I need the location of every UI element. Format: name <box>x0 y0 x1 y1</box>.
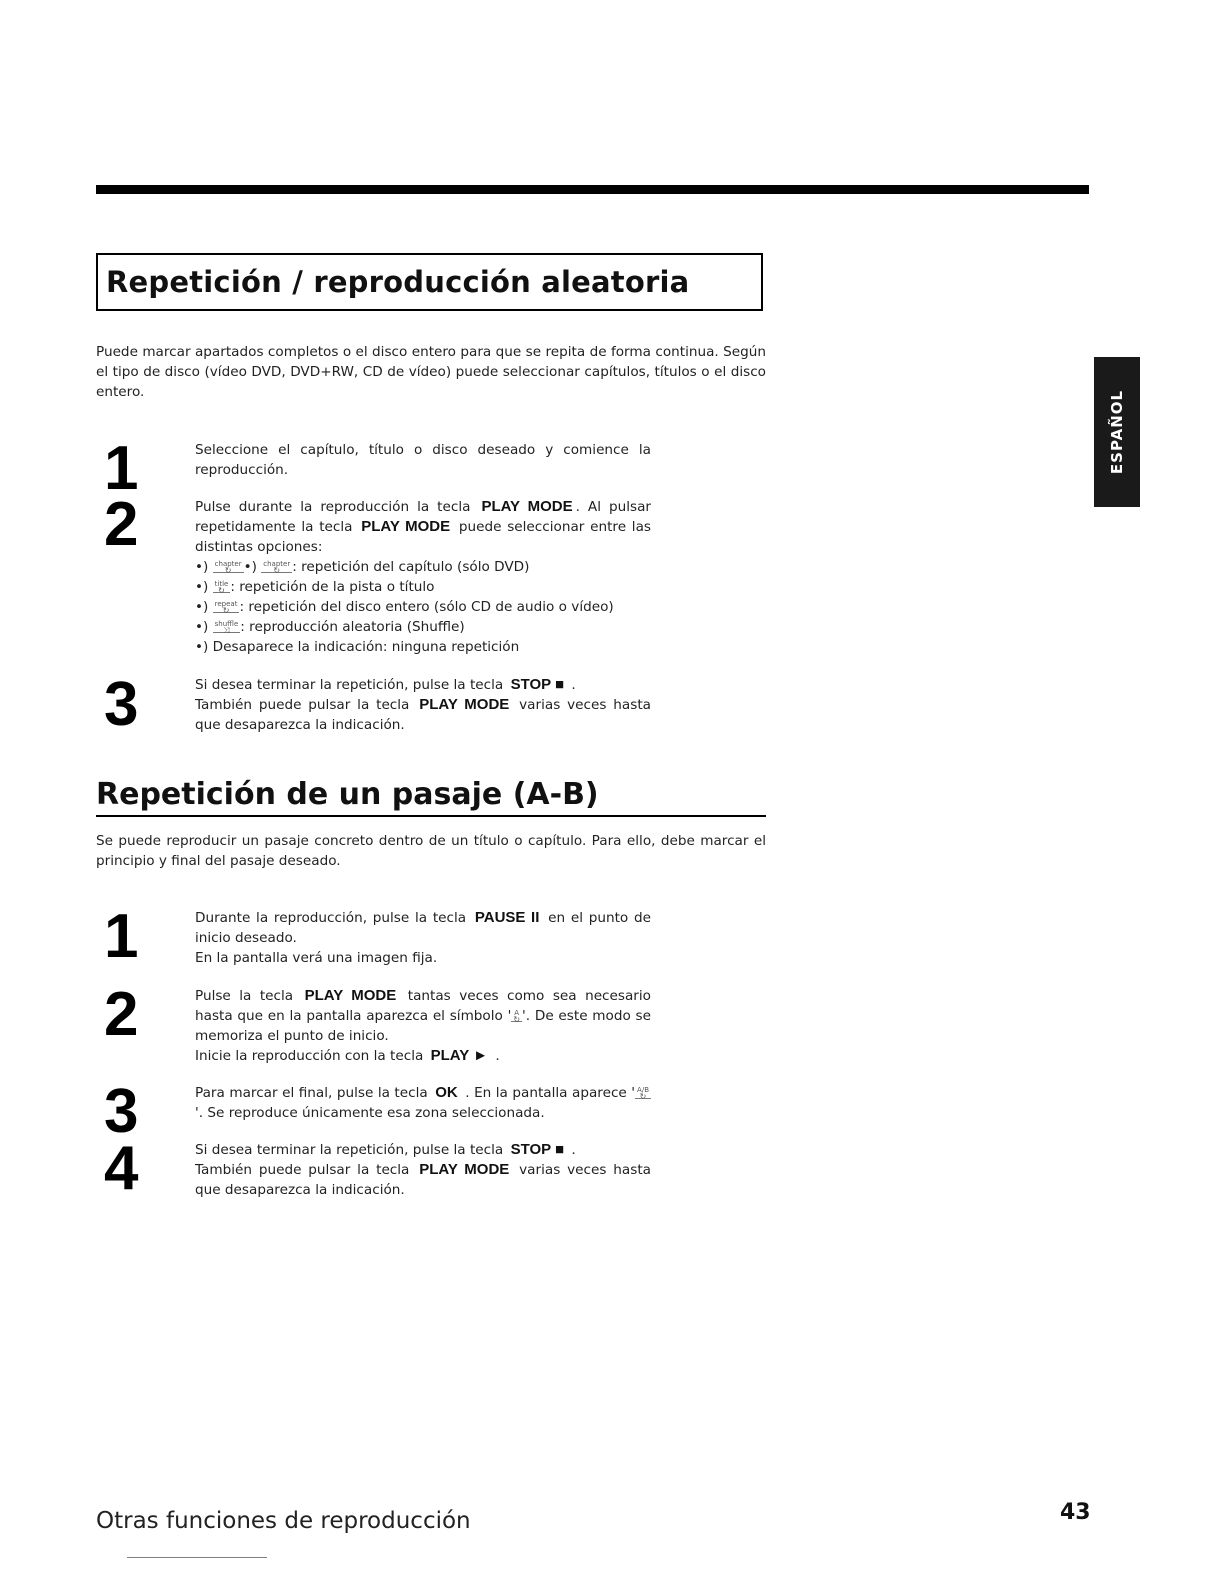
step-description: Seleccione el capítulo, título o disco deseado y comience la reproducción. <box>195 442 651 478</box>
option-bullet: •) <box>243 559 257 575</box>
option-bullet: •) <box>195 559 209 575</box>
shuffle-icon: shuffle ⤨ <box>214 620 239 635</box>
repeat-ab-icon: A/B ↻ <box>637 1086 649 1101</box>
section-title: Repetición de un pasaje (A-B) <box>96 777 599 812</box>
footer-underline <box>127 1557 267 1558</box>
footer-section-name: Otras funciones de reproducción <box>96 1508 471 1534</box>
step-text <box>195 1140 651 1200</box>
step-text-segment: . <box>495 1048 500 1064</box>
step-text-segment: . Se reproduce únicamente esa zona seleccionada. <box>198 1105 545 1121</box>
option-description: : reproducción aleatoria (Shuffle) <box>240 619 465 635</box>
option-item <box>195 557 651 577</box>
step-number: 1 <box>104 434 139 503</box>
step-text-segment: Inicie la reproducción con la tecla <box>195 1048 424 1064</box>
section-title-box <box>96 253 763 311</box>
step-text-segment: en el punto de inicio deseado. <box>195 910 651 946</box>
option-bullet: •) <box>195 619 209 635</box>
step-text-segment: Para marcar el final, pulse la tecla <box>195 1085 428 1101</box>
option-description: : repetición de la pista o título <box>230 579 435 595</box>
option-bullet: •) <box>195 639 209 655</box>
section-intro: Se puede reproducir un pasaje concreto dentro de un título o capítulo. Para ello, debe marcar el principio y final del pasaje deseado. <box>96 833 766 869</box>
step-text-segment: Durante la reproducción, pulse la tecla <box>195 910 467 926</box>
option-item <box>195 617 651 637</box>
repeat-title-icon: title ↻ <box>214 580 229 595</box>
step-number: 4 <box>104 1134 139 1203</box>
key-label: PLAY MODE <box>419 1161 510 1178</box>
key-label: PLAY MODE <box>481 498 573 515</box>
step-text-segment: Pulse la tecla <box>195 988 294 1004</box>
repeat-chapter-icon: chapter ↻ <box>263 560 291 575</box>
step-text: Pulse la tecla PLAY MODE tantas veces como sea necesario hasta que en la pantalla aparezca el símbolo ' A ↻ '. De este modo se memoriza el punto de inicio. Inicie la reproducción con la tecla PLAY ► . <box>195 987 651 1064</box>
step-text-segment: Si desea terminar la repetición, pulse la tecla <box>195 1142 504 1158</box>
option-description: : repetición del disco entero (sólo CD de audio o vídeo) <box>239 599 614 615</box>
key-label: PLAY MODE <box>304 987 397 1004</box>
option-bullet: •) <box>195 599 209 615</box>
option-description: : repetición del capítulo (sólo DVD) <box>292 559 530 575</box>
step-text-segment: . <box>571 1142 576 1158</box>
option-item <box>195 637 651 657</box>
step-text-segment: En la pantalla verá una imagen fija. <box>195 950 438 966</box>
option-item <box>195 597 651 617</box>
step-text-segment: . Al pulsar repetidamente la tecla <box>195 499 652 535</box>
step-number: 1 <box>104 902 139 971</box>
step-text <box>195 497 651 657</box>
step-text-segment: tantas veces como sea necesario hasta que en la pantalla aparezca el símbolo <box>195 988 651 1024</box>
step-number: 3 <box>104 1077 139 1146</box>
language-tab-label: ESPAÑOL <box>1108 389 1126 475</box>
step-text-segment: varias veces hasta que desaparezca la indicación. <box>195 1162 651 1198</box>
step-text-segment: . <box>571 677 576 693</box>
key-label: STOP ■ <box>510 676 565 693</box>
language-tab <box>1094 357 1140 507</box>
section-heading <box>96 777 766 817</box>
key-label: PLAY ► <box>430 1047 489 1064</box>
step-text <box>195 440 651 480</box>
repeat-a-icon: A ↻ <box>513 1009 521 1024</box>
step-text <box>195 908 651 968</box>
step-number: 2 <box>104 980 139 1049</box>
repeat-chapter-icon: chapter ↻ <box>214 560 242 575</box>
repeat-disc-icon: repeat ↻ <box>214 600 238 615</box>
step-text-segment: puede seleccionar entre las distintas opciones: <box>195 519 651 555</box>
step-number: 2 <box>104 490 139 559</box>
section-intro: Puede marcar apartados completos o el disco entero para que se repita de forma continua. Según el tipo de disco (vídeo DVD, DVD+RW, CD de vídeo) puede seleccionar capítulos, títulos o el disco entero. <box>96 344 766 400</box>
key-label: OK <box>435 1084 458 1101</box>
option-bullet: •) <box>195 579 209 595</box>
key-label: PLAY MODE <box>419 696 510 713</box>
step-text-segment: varias veces hasta que desaparezca la indicación. <box>195 697 651 733</box>
key-label: PAUSE II <box>474 909 540 926</box>
page-number: 43 <box>1060 1500 1091 1525</box>
step-text-segment: . De este modo se memoriza el punto de inicio. <box>195 1008 651 1044</box>
step-number: 3 <box>104 670 139 739</box>
step-text-segment: Pulse durante la reproducción la tecla <box>195 499 471 515</box>
step-text-segment: . En la pantalla aparece <box>465 1085 627 1101</box>
top-rule <box>96 185 1089 194</box>
option-item <box>195 577 651 597</box>
key-label: PLAY MODE <box>361 518 451 535</box>
option-description: Desaparece la indicación: ninguna repetición <box>212 639 520 655</box>
step-text-segment: También puede pulsar la tecla <box>195 1162 410 1178</box>
step-text-segment: También puede pulsar la tecla <box>195 697 410 713</box>
key-label: STOP ■ <box>510 1141 565 1158</box>
step-text <box>195 675 651 735</box>
step-text: Para marcar el final, pulse la tecla OK . En la pantalla aparece ' A/B ↻ '. Se reproduce únicamente esa zona seleccionada. <box>195 1084 649 1121</box>
step-text-segment: Si desea terminar la repetición, pulse la tecla <box>195 677 504 693</box>
section-title: Repetición / reproducción aleatoria <box>106 265 690 299</box>
